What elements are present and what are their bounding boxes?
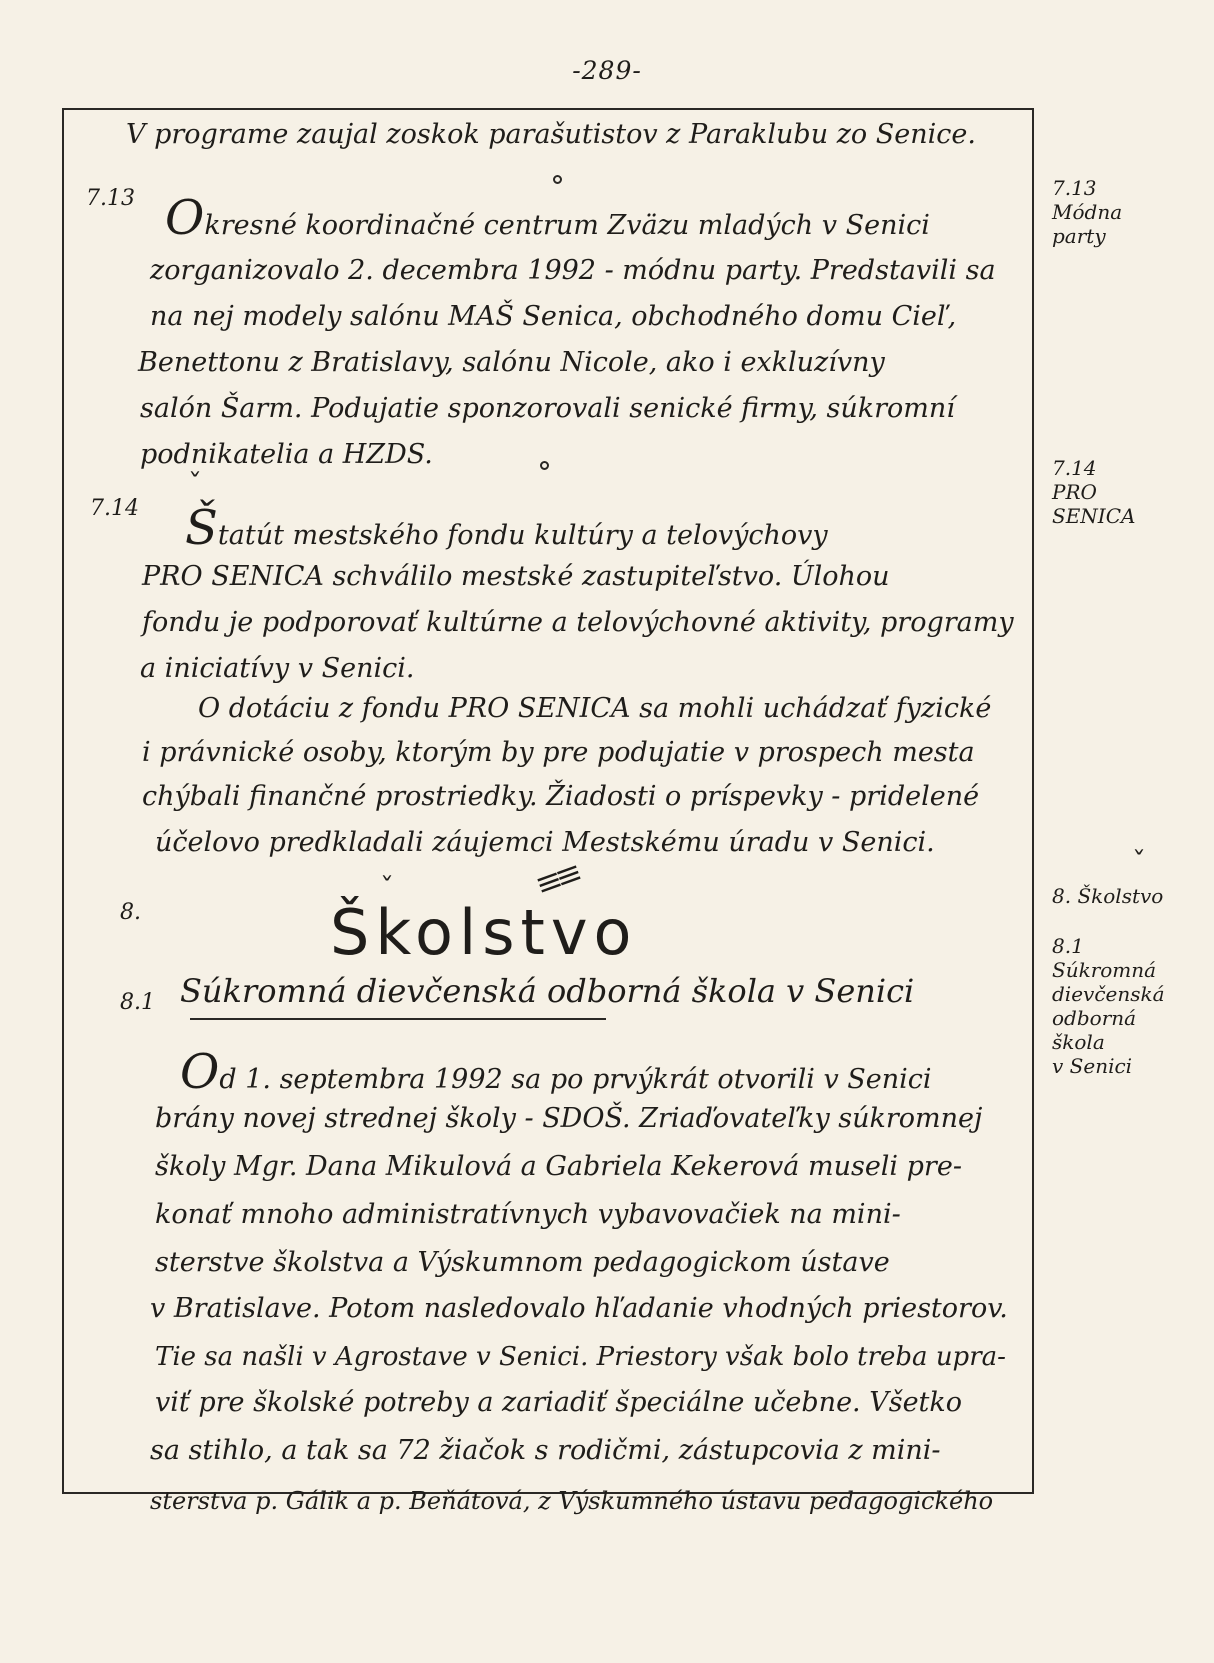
text-line [165,190,930,246]
text-line: účelovo predkladali záujemci Mestskému úradu v Senici. [155,827,935,858]
margin-note-line: Módna [1052,200,1123,224]
margin-note-line: 7.13 [1052,176,1097,200]
drop-capital: O [165,190,205,246]
text-line: fondu je podporovať kultúrne a telovýchovné aktivity, programy [142,607,1014,638]
text-line: Benettonu z Bratislavy, salónu Nicole, ako i exkluzívny [138,347,885,378]
text-line: PRO SENICA schválilo mestské zastupiteľstvo. Úlohou [142,561,890,592]
text-line: v Bratislave. Potom nasledovalo hľadanie vhodných priestorov. [150,1293,1008,1324]
drop-capital: O [180,1044,220,1100]
section-number-7-13: 7.13 [86,186,135,211]
ring-mark [553,175,562,184]
text-line: i právnické osoby, ktorým by pre podujatie v prospech mesta [142,737,975,768]
text-fragment: d 1. septembra 1992 sa po prvýkrát otvorili v Senici [219,1064,932,1095]
margin-note-line: PRO [1052,480,1097,504]
margin-note-8: 8. Školstvo [1052,884,1164,908]
text-line: salón Šarm. Podujatie sponzorovali senické firmy, súkromní [140,393,955,424]
margin-note-line: dievčenská [1052,982,1165,1006]
text-line: zorganizovalo 2. decembra 1992 - módnu party. Predstavili sa [150,255,996,286]
text-line: V programe zaujal zoskok parašutistov z Paraklubu zo Senice. [126,119,976,150]
ring-mark [540,461,549,470]
text-fragment: tatút mestského fondu kultúry a telovýchovy [217,520,828,551]
margin-note-line: SENICA [1052,504,1136,528]
margin-note-8-1 [1052,934,1165,1078]
hatch-mark: ≡≡ [529,854,582,904]
text-line: brány novej strednej školy - SDOŠ. Zriaďovateľky súkromnej [155,1103,983,1134]
text-fragment: kresné koordinačné centrum Zväzu mladých v Senici [204,210,930,241]
caron-mark: ˇ [380,872,394,905]
text-line: chýbali finančné prostriedky. Žiadosti o príspevky - pridelené [142,781,980,812]
text-line: sterstva p. Gálik a p. Beňátová, z Výskumného ústavu pedagogického [150,1487,994,1515]
text-line [185,500,828,556]
margin-note-line: 8.1 [1052,934,1084,958]
text-line: a iniciatívy v Senici. [140,653,415,684]
caron-mark: ˇ [1132,846,1146,879]
margin-note-7-14 [1052,456,1135,528]
margin-note-line: škola [1052,1030,1105,1054]
text-line: na nej modely salónu MAŠ Senica, obchodného domu Cieľ, [150,301,957,332]
text-line: školy Mgr. Dana Mikulová a Gabriela Kekerová museli pre- [155,1151,962,1182]
heading-underline [190,1018,606,1020]
margin-note-line: party [1052,224,1106,248]
text-line: sa stihlo, a tak sa 72 žiačok s rodičmi, zástupcovia z mini- [150,1435,941,1466]
margin-note-line: 7.14 [1052,456,1097,480]
drop-capital: Š [185,500,218,556]
section-number-8-1: 8.1 [120,990,155,1015]
caron-mark: ˇ [188,468,202,501]
text-line: sterstve školstva a Výskumnom pedagogickom ústave [155,1247,890,1278]
margin-note-7-13 [1052,176,1122,248]
chapter-heading: Školstvo [330,896,638,969]
section-number-7-14: 7.14 [90,496,139,521]
margin-note-line: odborná [1052,1006,1137,1030]
margin-note-line: Súkromná [1052,958,1157,982]
text-line: Tie sa našli v Agrostave v Senici. Priestory však bolo treba upra- [155,1342,1006,1372]
page-number: -289- [572,56,642,85]
text-line: konať mnoho administratívnych vybavovačiek na mini- [155,1199,901,1230]
section-heading: Súkromná dievčenská odborná škola v Senici [180,972,915,1010]
section-number-8: 8. [120,900,141,925]
margin-note-line: v Senici [1052,1054,1133,1078]
text-line: viť pre školské potreby a zariadiť špeciálne učebne. Všetko [155,1387,963,1418]
text-line: podnikatelia a HZDS. [140,439,433,470]
text-line [180,1044,932,1100]
text-line: O dotáciu z fondu PRO SENICA sa mohli uchádzať fyzické [198,693,992,724]
